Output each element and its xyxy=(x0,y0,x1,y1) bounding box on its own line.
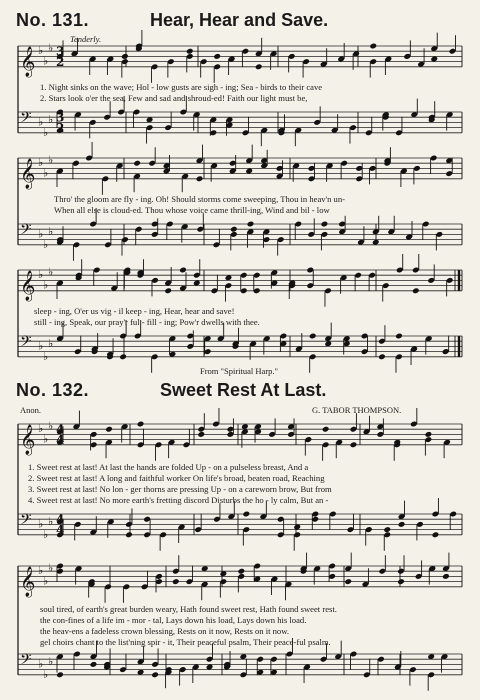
flat-sign: ♭ xyxy=(48,41,54,55)
note-head xyxy=(398,521,406,528)
treble-clef: 𝄞 xyxy=(20,424,36,455)
hymn-131-line3-verse2: still - ing, Speak, our pray'r ful - fill - ing; Pow'r dwells with thee. xyxy=(34,317,260,327)
treble-clef: 𝄞 xyxy=(20,270,36,301)
flat-sign: ♭ xyxy=(43,574,49,588)
note-head xyxy=(137,421,145,428)
flat-sign: ♭ xyxy=(43,125,49,139)
note-head xyxy=(350,441,358,448)
hymn-131-line2-verse1: Thro' the gloom are fly - ing. Oh! Should storms come sweeping, Thou in heav'n un- xyxy=(54,194,346,204)
flat-sign: ♭ xyxy=(43,349,49,363)
note-head xyxy=(397,578,405,585)
hymn-132-verse3-part2: the heav-ens a fadeless crown blessing, Rests on it now, Rests on it now. xyxy=(40,626,290,636)
hymn-131-tempo: Tenderly. xyxy=(70,34,102,44)
hymn-131-line3-verse1: sleep - ing, O'er us vig - il keep - ing, Hear, hear and save! xyxy=(34,306,235,316)
bass-clef: 𝄢 xyxy=(20,109,32,130)
note-head xyxy=(186,48,194,55)
hymn-132-verse1-part2: soul tired, of earth's great burden weary, Hath found sweet rest, Hath found sweet rest. xyxy=(40,604,337,614)
flat-sign: ♭ xyxy=(38,44,44,58)
flat-sign: ♭ xyxy=(38,422,44,436)
note-head xyxy=(151,671,159,678)
note-head xyxy=(344,578,352,585)
flat-sign: ♭ xyxy=(48,654,54,668)
note-head xyxy=(119,353,127,360)
flat-sign: ♭ xyxy=(48,265,54,279)
note-head xyxy=(197,431,205,438)
note-head xyxy=(425,431,433,438)
flat-sign: ♭ xyxy=(38,517,44,531)
treble-clef: 𝄞 xyxy=(20,566,36,597)
flat-sign: ♭ xyxy=(43,237,49,251)
hymn-132-verse1-part1: 1. Sweet rest at last! At last the hands are folded Up - on a pulseless breast, And a xyxy=(28,462,309,472)
note-head xyxy=(442,573,450,580)
treble-clef: 𝄞 xyxy=(20,158,36,189)
flat-sign: ♭ xyxy=(48,224,54,238)
note-head xyxy=(255,63,263,70)
note-head xyxy=(125,531,133,538)
treble-clef: 𝄞 xyxy=(20,46,36,77)
hymn-131-source: From "Spiritual Harp." xyxy=(200,366,279,376)
time-signature: 2 xyxy=(56,120,65,135)
time-signature: 3 xyxy=(56,110,65,125)
flat-sign: ♭ xyxy=(43,667,49,681)
flat-sign: ♭ xyxy=(38,227,44,241)
time-signature: 4 xyxy=(56,422,65,437)
time-signature: 2 xyxy=(56,54,65,69)
time-signature: 3 xyxy=(56,44,65,59)
flat-sign: ♭ xyxy=(38,657,44,671)
flat-sign: ♭ xyxy=(38,115,44,129)
flat-sign: ♭ xyxy=(43,278,49,292)
note-head xyxy=(247,221,255,228)
hymn-131-line1-verse1: 1. Night sinks on the wave; Hol - low gusts are sigh - ing; Sea - birds to their cave xyxy=(40,82,323,92)
hymn-132-verse2-part2: the con-fines of a life im - mor - tal, Lays down his load, Lays down his load. xyxy=(40,615,307,625)
note-head xyxy=(322,426,330,433)
note-head xyxy=(121,53,129,60)
bass-clef: 𝄢 xyxy=(20,511,32,532)
hymn-132-verse3-part1: 3. Sweet rest at last! No lon - ger thorns are pressing Up - on a careworn brow, But from xyxy=(28,484,332,494)
note-head xyxy=(309,333,317,340)
note-head xyxy=(164,287,172,294)
flat-sign: ♭ xyxy=(38,156,44,170)
note-head xyxy=(213,53,221,60)
hymn-132-author: Anon. xyxy=(20,405,42,415)
time-signature: 4 xyxy=(56,512,65,527)
note-head xyxy=(378,353,386,360)
hymn-132-composer: G. TABOR THOMPSON. xyxy=(312,405,402,415)
bass-clef: 𝄢 xyxy=(20,651,32,672)
bass-clef: 𝄢 xyxy=(20,333,32,354)
flat-sign: ♭ xyxy=(43,527,49,541)
flat-sign: ♭ xyxy=(48,336,54,350)
flat-sign: ♭ xyxy=(43,54,49,68)
flat-sign: ♭ xyxy=(38,564,44,578)
note-head xyxy=(196,175,204,182)
hymn-132-verse4-part2: gel choirs chant to the list'ning spir - it, Their peaceful psalm, Their peace-ful psalm. xyxy=(40,637,331,647)
hymn-132-verse4-part1: 4. Sweet rest at last! No more earth's fretting discord Disturbs the ho - ly calm, But an - xyxy=(28,495,329,505)
flat-sign: ♭ xyxy=(48,514,54,528)
note-head xyxy=(369,43,377,50)
hymn-131-line1-verse2: 2. Stars look o'er the sea, Few and sad and shroud-ed! Faith our light must be, xyxy=(40,93,308,103)
hymn-132-verse2-part1: 2. Sweet rest at last! A long and faithful worker On life's broad, beaten road, Reaching xyxy=(28,473,325,483)
hymn-132-title: Sweet Rest At Last. xyxy=(160,380,327,400)
note-head xyxy=(412,287,420,294)
note-head xyxy=(395,333,403,340)
note-head xyxy=(90,661,98,668)
note-head xyxy=(105,426,113,433)
flat-sign: ♭ xyxy=(38,268,44,282)
hymn-131-title: Hear, Hear and Save. xyxy=(150,10,329,30)
note-head xyxy=(242,511,250,518)
flat-sign: ♭ xyxy=(38,339,44,353)
bass-clef: 𝄢 xyxy=(20,221,32,242)
flat-sign: ♭ xyxy=(48,419,54,433)
flat-sign: ♭ xyxy=(43,166,49,180)
time-signature: 4 xyxy=(56,432,65,447)
note-head xyxy=(383,526,391,533)
note-head xyxy=(133,160,141,167)
note-head xyxy=(237,568,245,575)
flat-sign: ♭ xyxy=(48,153,54,167)
flat-sign: ♭ xyxy=(48,561,54,575)
flat-sign: ♭ xyxy=(48,112,54,126)
note-head xyxy=(230,226,238,233)
flat-sign: ♭ xyxy=(43,432,49,446)
hymn-131-number: No. 131. xyxy=(16,10,90,30)
hymn-132-number: No. 132. xyxy=(16,380,90,400)
note-head xyxy=(172,578,180,585)
time-signature: 4 xyxy=(56,522,65,537)
hymn-131-line2-verse2: When all else is cloud-ed. Thou whose voice came thrill-ing, Wind and bil - low xyxy=(54,205,330,215)
note-head xyxy=(321,221,329,228)
note-head xyxy=(432,531,440,538)
